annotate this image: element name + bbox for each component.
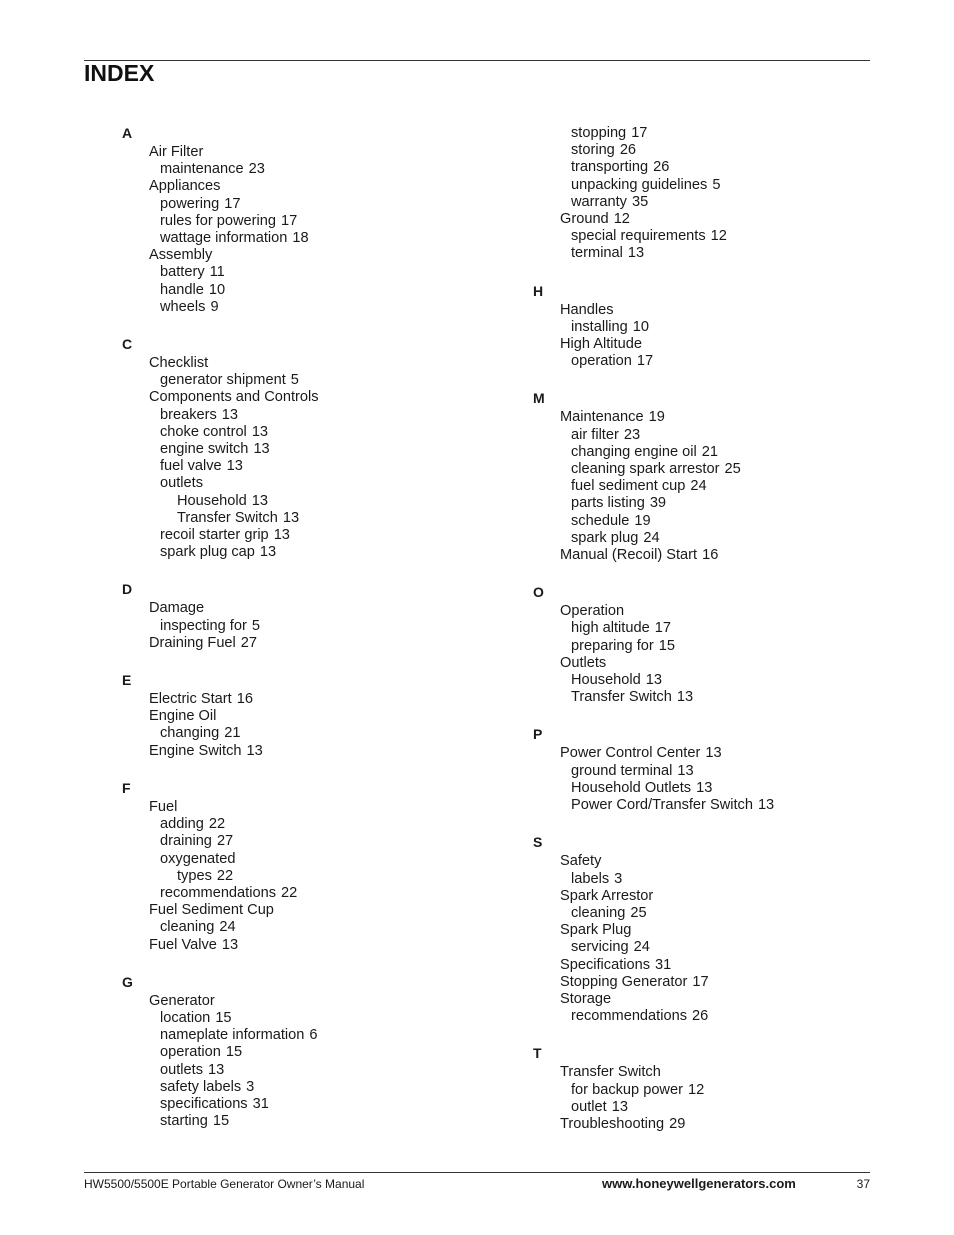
- entry-page-number: 12: [687, 1081, 705, 1098]
- entry-term: high altitude: [571, 620, 650, 637]
- entry-term: spark plug: [571, 529, 639, 546]
- index-entry: [122, 178, 319, 195]
- entry-term: powering: [160, 195, 220, 212]
- entry-term: spark plug cap: [160, 544, 255, 561]
- entry-term: outlets: [160, 475, 203, 492]
- index-section: [533, 1045, 774, 1133]
- index-entry: [122, 902, 319, 919]
- index-entry: [533, 530, 774, 547]
- entry-term: recommendations: [160, 884, 276, 901]
- entry-term: fuel valve: [160, 458, 222, 475]
- index-entry: [122, 618, 319, 635]
- entry-page-number: 26: [653, 159, 670, 176]
- entry-term: specifications: [160, 1095, 248, 1112]
- entry-term: Power Cord/Transfer Switch: [571, 797, 753, 814]
- entry-term: preparing for: [571, 637, 654, 654]
- section-letter: C: [122, 336, 133, 353]
- index-entry: [533, 1099, 774, 1116]
- index-entry: [122, 708, 319, 725]
- entry-term: terminal: [571, 245, 623, 262]
- entry-term: Assembly: [149, 247, 213, 264]
- entry-term: handle: [160, 281, 204, 298]
- entry-page-number: 13: [221, 936, 239, 953]
- entry-page-number: 13: [757, 797, 775, 814]
- entry-page-number: 13: [253, 441, 270, 458]
- index-entry: [122, 213, 319, 230]
- index-entry: [533, 603, 774, 620]
- index-entry: [122, 993, 319, 1010]
- entry-page-number: 39: [649, 495, 667, 512]
- index-entry: [533, 142, 774, 159]
- index-entry: [533, 1082, 774, 1099]
- entry-page-number: 5: [290, 372, 299, 389]
- section-letter: H: [533, 282, 544, 299]
- entry-term: parts listing: [571, 495, 645, 512]
- index-entry: [533, 353, 774, 370]
- index-entry: [533, 888, 774, 905]
- entry-page-number: 16: [236, 691, 253, 708]
- index-entry: [122, 919, 319, 936]
- index-entry: [122, 458, 319, 475]
- entry-term: changing engine oil: [571, 443, 697, 460]
- entry-term: warranty: [571, 193, 627, 210]
- entry-term: inspecting for: [160, 617, 247, 634]
- entry-term: High Altitude: [560, 336, 642, 353]
- entry-page-number: 15: [658, 637, 675, 654]
- index-entry: [122, 743, 319, 760]
- index-section: [533, 834, 774, 1025]
- entry-page-number: 13: [273, 527, 290, 544]
- entry-term: Fuel: [149, 798, 178, 815]
- entry-term: Air Filter: [149, 144, 204, 160]
- index-entry: [122, 544, 319, 561]
- entry-term: types: [177, 867, 212, 884]
- entry-page-number: 24: [219, 919, 236, 936]
- entry-page-number: 35: [631, 193, 649, 210]
- entry-term: recommendations: [571, 1008, 687, 1025]
- index-entry: [533, 211, 774, 228]
- entry-term: Generator: [149, 992, 215, 1009]
- index-entry: [122, 389, 319, 406]
- entry-term: Ground: [560, 211, 609, 228]
- index-section: [533, 726, 774, 814]
- entry-page-number: 17: [636, 353, 654, 370]
- entry-page-number: 25: [630, 904, 647, 921]
- index-entry: [533, 177, 774, 194]
- index-entry: [533, 245, 774, 262]
- index-column-right: [533, 125, 774, 1153]
- index-entry: [122, 1010, 319, 1027]
- entry-page-number: 13: [251, 423, 269, 440]
- index-entry: [122, 493, 319, 510]
- footer-manual-title: HW5500/5500E Portable Generator Owner’s Manual: [84, 1177, 365, 1191]
- index-entry: [533, 427, 774, 444]
- index-entry: [122, 833, 319, 850]
- index-entry: [122, 355, 319, 372]
- entry-page-number: 10: [208, 281, 226, 298]
- entry-page-number: 12: [710, 228, 727, 245]
- entry-page-number: 18: [292, 230, 309, 247]
- entry-term: schedule: [571, 512, 630, 529]
- entry-term: Handles: [560, 301, 614, 318]
- index-entry: [533, 974, 774, 991]
- entry-page-number: 15: [212, 1113, 230, 1130]
- entry-page-number: 21: [701, 443, 719, 460]
- entry-term: Transfer Switch: [560, 1064, 661, 1081]
- entry-page-number: 13: [246, 742, 263, 759]
- entry-page-number: 31: [655, 956, 672, 973]
- index-entry: [122, 527, 319, 544]
- entry-page-number: 17: [224, 195, 241, 212]
- entry-term: Outlets: [560, 654, 607, 671]
- index-entry: [122, 725, 319, 742]
- entry-term: oxygenated: [160, 850, 236, 867]
- entry-page-number: 9: [210, 298, 219, 315]
- entry-term: wattage information: [160, 230, 288, 247]
- index-entry: [122, 799, 319, 816]
- entry-term: Manual (Recoil) Start: [560, 547, 698, 564]
- entry-page-number: 13: [627, 245, 645, 262]
- index-entry: [122, 299, 319, 316]
- entry-page-number: 13: [221, 406, 239, 423]
- index-entry: [122, 1113, 319, 1130]
- entry-term: cleaning: [571, 904, 626, 921]
- section-letter: A: [122, 125, 133, 141]
- section-letter: P: [533, 726, 543, 743]
- entry-page-number: 15: [225, 1044, 243, 1061]
- index-entry: [533, 1064, 774, 1081]
- index-entry: [533, 1116, 774, 1133]
- index-entry: [533, 444, 774, 461]
- index-entry: [122, 600, 319, 617]
- index-entry: [533, 939, 774, 956]
- entry-page-number: 13: [251, 492, 269, 509]
- index-entry: [533, 905, 774, 922]
- entry-term: labels: [571, 870, 610, 887]
- entry-term: Household Outlets: [571, 779, 692, 796]
- entry-term: wheels: [160, 298, 206, 315]
- index-entry: [122, 1062, 319, 1079]
- index-section: [122, 581, 319, 652]
- entry-page-number: 5: [712, 176, 721, 193]
- index-entry: [533, 957, 774, 974]
- index-section: [533, 125, 774, 263]
- entry-page-number: 26: [692, 1008, 709, 1025]
- entry-term: Household: [177, 492, 247, 509]
- entry-term: storing: [571, 142, 615, 159]
- section-letter: T: [533, 1045, 542, 1062]
- entry-term: Checklist: [149, 355, 209, 372]
- entry-page-number: 23: [248, 161, 265, 178]
- index-entry: [533, 1008, 774, 1025]
- entry-term: Safety: [560, 853, 602, 870]
- entry-page-number: 24: [643, 529, 660, 546]
- footer-page-number: 37: [856, 1177, 870, 1191]
- index-section: [533, 283, 774, 371]
- index-entry: [122, 230, 319, 247]
- entry-term: Troubleshooting: [560, 1115, 665, 1132]
- entry-page-number: 17: [631, 125, 648, 141]
- entry-term: fuel sediment cup: [571, 478, 686, 495]
- index-entry: [533, 853, 774, 870]
- entry-page-number: 29: [669, 1115, 686, 1132]
- entry-page-number: 17: [654, 620, 671, 637]
- entry-page-number: 13: [259, 544, 277, 561]
- entry-term: maintenance: [160, 161, 244, 178]
- entry-term: outlets: [160, 1061, 203, 1078]
- index-section: [533, 584, 774, 706]
- footer-rule: [84, 1172, 870, 1173]
- entry-term: Electric Start: [149, 691, 232, 708]
- entry-page-number: 17: [692, 973, 709, 990]
- index-entry: [122, 635, 319, 652]
- index-column-left: [122, 125, 319, 1150]
- footer-website: www.honeywellgenerators.com: [602, 1176, 796, 1191]
- index-entry: [533, 302, 774, 319]
- index-entry: [122, 816, 319, 833]
- entry-term: changing: [160, 725, 220, 742]
- entry-term: Transfer Switch: [571, 689, 672, 706]
- index-entry: [122, 407, 319, 424]
- entry-page-number: 13: [645, 672, 663, 689]
- entry-page-number: 27: [240, 634, 258, 651]
- entry-term: adding: [160, 816, 204, 833]
- index-entry: [533, 763, 774, 780]
- entry-page-number: 13: [208, 1061, 225, 1078]
- section-letter: E: [122, 672, 132, 689]
- entry-term: Storage: [560, 990, 612, 1007]
- entry-term: Fuel Sediment Cup: [149, 902, 274, 919]
- index-entry: [533, 461, 774, 478]
- section-letter: S: [533, 834, 543, 851]
- entry-term: servicing: [571, 939, 629, 956]
- entry-term: Maintenance: [560, 409, 644, 426]
- top-rule: [84, 60, 870, 61]
- entry-term: Draining Fuel: [149, 634, 236, 651]
- entry-term: special requirements: [571, 228, 706, 245]
- entry-term: Components and Controls: [149, 389, 319, 406]
- entry-page-number: 5: [251, 617, 260, 634]
- entry-term: battery: [160, 264, 205, 281]
- index-entry: [533, 655, 774, 672]
- entry-page-number: 13: [677, 762, 694, 779]
- index-entry: [533, 319, 774, 336]
- entry-term: Appliances: [149, 178, 221, 195]
- entry-term: transporting: [571, 159, 649, 176]
- section-letter: G: [122, 973, 133, 990]
- index-entry: [533, 125, 774, 142]
- entry-term: safety labels: [160, 1078, 242, 1095]
- entry-term: outlet: [571, 1098, 607, 1115]
- entry-page-number: 31: [252, 1095, 269, 1112]
- entry-page-number: 12: [613, 211, 630, 228]
- index-entry: [533, 336, 774, 353]
- index-entry: [122, 196, 319, 213]
- index-section: [122, 974, 319, 1131]
- index-entry: [533, 672, 774, 689]
- index-entry: [122, 144, 319, 161]
- index-section: [122, 125, 319, 316]
- index-entry: [533, 620, 774, 637]
- entry-term: starting: [160, 1113, 208, 1130]
- entry-term: Stopping Generator: [560, 973, 688, 990]
- entry-page-number: 22: [216, 867, 234, 884]
- entry-page-number: 15: [215, 1009, 232, 1026]
- entry-term: breakers: [160, 406, 217, 423]
- entry-page-number: 22: [281, 884, 298, 901]
- entry-term: Damage: [149, 600, 205, 617]
- page-title: INDEX: [84, 60, 155, 86]
- index-entry: [533, 159, 774, 176]
- index-entry: [533, 689, 774, 706]
- index-entry: [122, 264, 319, 281]
- entry-term: operation: [571, 353, 632, 370]
- index-entry: [122, 851, 319, 868]
- entry-page-number: 27: [216, 833, 234, 850]
- index-entry: [122, 247, 319, 264]
- entry-page-number: 19: [634, 512, 651, 529]
- entry-page-number: 23: [623, 426, 641, 443]
- entry-page-number: 10: [632, 318, 650, 335]
- entry-term: unpacking guidelines: [571, 176, 708, 193]
- entry-term: Spark Arrestor: [560, 887, 654, 904]
- section-letter: O: [533, 584, 544, 601]
- entry-term: Operation: [560, 603, 625, 620]
- entry-term: operation: [160, 1044, 221, 1061]
- index-entry: [122, 1079, 319, 1096]
- entry-term: Power Control Center: [560, 745, 701, 762]
- section-letter: M: [533, 390, 545, 407]
- index-entry: [533, 495, 774, 512]
- index-entry: [533, 513, 774, 530]
- entry-term: Household: [571, 672, 641, 689]
- entry-page-number: 13: [676, 689, 694, 706]
- entry-page-number: 3: [614, 870, 623, 887]
- entry-page-number: 13: [611, 1098, 628, 1115]
- entry-term: draining: [160, 833, 212, 850]
- index-entry: [533, 922, 774, 939]
- index-entry: [122, 1044, 319, 1061]
- entry-page-number: 21: [224, 725, 241, 742]
- entry-term: for backup power: [571, 1081, 683, 1098]
- index-entry: [533, 547, 774, 564]
- entry-term: location: [160, 1009, 211, 1026]
- entry-page-number: 6: [309, 1027, 318, 1044]
- index-entry: [122, 691, 319, 708]
- entry-page-number: 3: [246, 1078, 255, 1095]
- index-entry: [122, 885, 319, 902]
- index-section: [533, 390, 774, 564]
- index-entry: [122, 1096, 319, 1113]
- entry-page-number: 19: [648, 409, 665, 426]
- index-entry: [122, 937, 319, 954]
- index-entry: [122, 161, 319, 178]
- index-entry: [533, 797, 774, 814]
- index-entry: [122, 282, 319, 299]
- entry-page-number: 13: [705, 745, 722, 762]
- entry-page-number: 11: [209, 264, 225, 281]
- index-section: [122, 672, 319, 760]
- index-entry: [533, 780, 774, 797]
- entry-page-number: 17: [281, 212, 298, 229]
- index-section: [122, 336, 319, 561]
- entry-term: recoil starter grip: [160, 527, 269, 544]
- index-entry: [122, 424, 319, 441]
- entry-page-number: 24: [690, 478, 707, 495]
- entry-page-number: 13: [226, 458, 243, 475]
- entry-term: cleaning: [160, 919, 215, 936]
- entry-term: Transfer Switch: [177, 509, 278, 526]
- index-entry: [122, 1027, 319, 1044]
- index-entry: [533, 478, 774, 495]
- index-entry: [533, 745, 774, 762]
- entry-page-number: 16: [702, 547, 719, 564]
- index-entry: [122, 868, 319, 885]
- index-entry: [533, 871, 774, 888]
- entry-term: stopping: [571, 125, 627, 141]
- index-entry: [533, 228, 774, 245]
- entry-term: Specifications: [560, 956, 651, 973]
- index-entry: [533, 991, 774, 1008]
- entry-term: rules for powering: [160, 212, 276, 229]
- entry-page-number: 26: [619, 142, 637, 159]
- entry-page-number: 13: [696, 779, 713, 796]
- index-entry: [533, 409, 774, 426]
- index-entry: [533, 638, 774, 655]
- entry-term: air filter: [571, 426, 619, 443]
- entry-term: generator shipment: [160, 372, 286, 389]
- index-entry: [533, 194, 774, 211]
- index-entry: [122, 510, 319, 527]
- entry-term: Engine Switch: [149, 742, 242, 759]
- entry-term: engine switch: [160, 441, 249, 458]
- index-section: [122, 780, 319, 954]
- entry-term: Engine Oil: [149, 708, 217, 725]
- entry-page-number: 22: [208, 816, 226, 833]
- entry-term: cleaning spark arrestor: [571, 461, 720, 478]
- section-letter: D: [122, 581, 133, 598]
- entry-term: installing: [571, 318, 628, 335]
- entry-term: Fuel Valve: [149, 936, 217, 953]
- entry-page-number: 25: [724, 461, 741, 478]
- entry-term: Spark Plug: [560, 922, 632, 939]
- index-entry: [122, 372, 319, 389]
- index-entry: [122, 441, 319, 458]
- section-letter: F: [122, 779, 131, 796]
- entry-term: choke control: [160, 423, 247, 440]
- entry-page-number: 13: [282, 509, 300, 526]
- entry-page-number: 24: [633, 939, 650, 956]
- entry-term: ground terminal: [571, 762, 673, 779]
- entry-term: nameplate information: [160, 1027, 305, 1044]
- index-entry: [122, 475, 319, 492]
